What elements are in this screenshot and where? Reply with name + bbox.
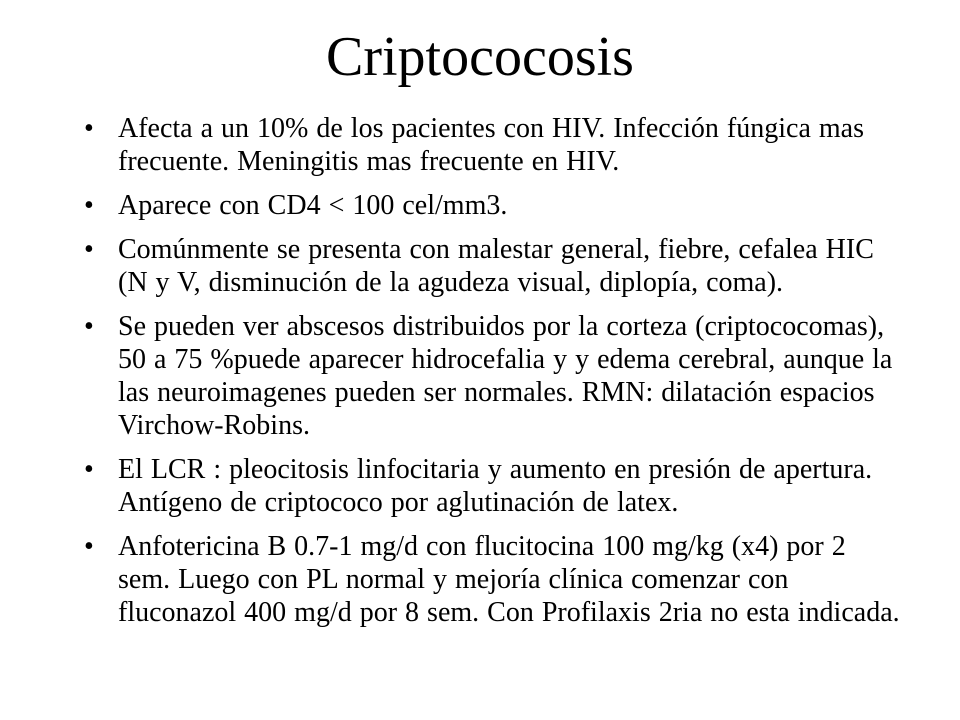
bullet-text: Se pueden ver abscesos distribuidos por la corteza (criptococomas), 50 a 75 %puede aparecer hidrocefalia y y edema cerebral, aunque la las neuroimagenes pueden ser normales. RMN: dilatación espacios Virchow-Robins. [118,311,893,441]
bullet-text: Comúnmente se presenta con malestar general, fiebre, cefalea HIC (N y V, disminución de la agudeza visual, diplopía, coma). [118,234,874,298]
bullet-item [84,530,904,629]
bullet-item [84,233,904,299]
bullet-item [84,310,904,442]
bullet-marker: • [84,113,94,144]
bullet-list [84,112,904,640]
bullet-marker: • [84,311,94,342]
bullet-item [84,112,904,178]
bullet-marker: • [84,531,94,562]
bullet-item [84,453,904,519]
bullet-text: Anfotericina B 0.7-1 mg/d con flucitocina 100 mg/kg (x4) por 2 sem. Luego con PL normal y mejoría clínica comenzar con fluconazol 400 mg/d por 8 sem. Con Profilaxis 2ria no esta indicada. [118,531,900,628]
bullet-text: El LCR : pleocitosis linfocitaria y aumento en presión de apertura. Antígeno de criptococo por aglutinación de latex. [118,454,873,518]
bullet-marker: • [84,190,94,221]
bullet-marker: • [84,454,94,485]
bullet-item [84,189,904,222]
slide-title: Criptococosis [326,26,634,88]
bullet-marker: • [84,234,94,265]
bullet-text: Aparece con CD4 < 100 cel/mm3. [118,190,508,221]
bullet-text: Afecta a un 10% de los pacientes con HIV. Infección fúngica mas frecuente. Meningitis mas frecuente en HIV. [118,113,864,177]
